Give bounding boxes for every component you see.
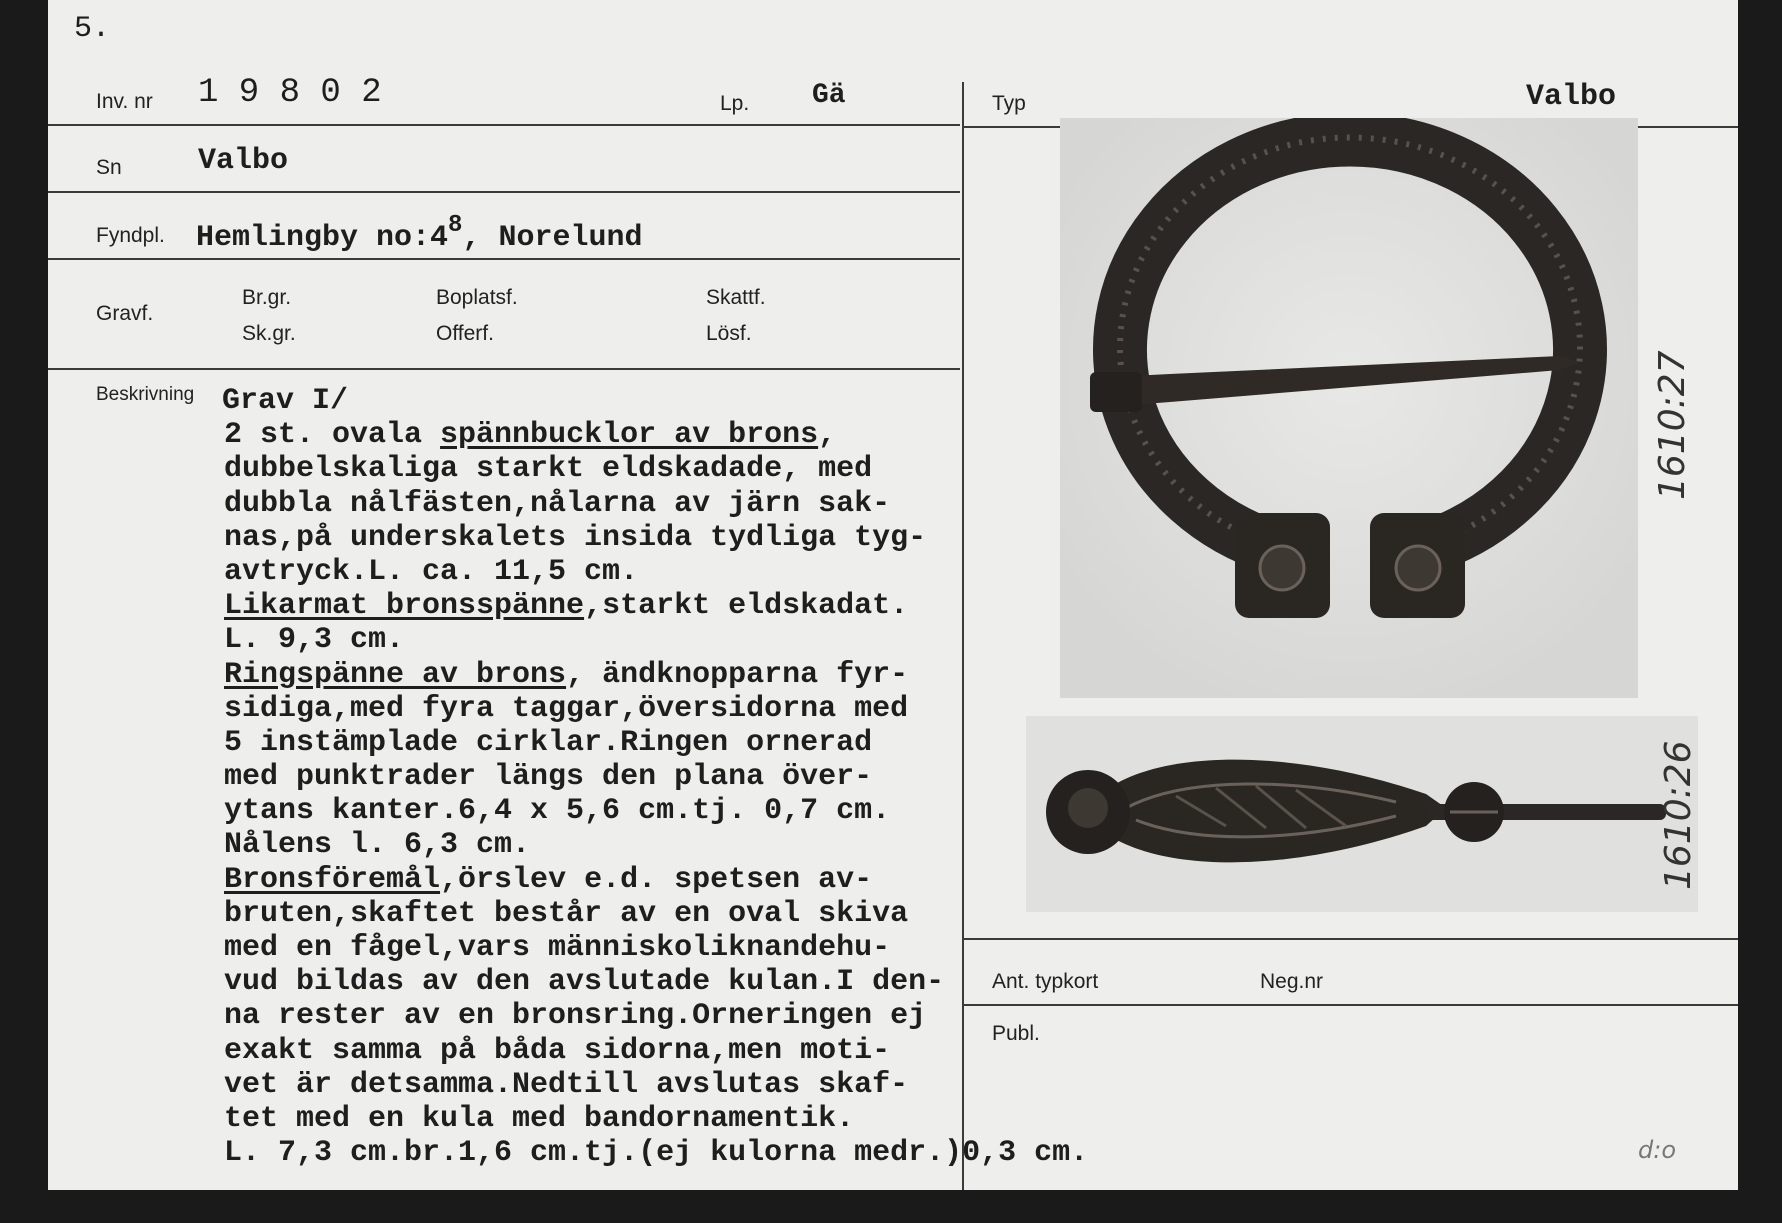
publ-label: Publ.: [992, 1022, 1040, 1045]
ring-brooch-image: [1060, 118, 1638, 698]
desc-line: Likarmat bronsspänne,starkt eldskadat.: [224, 589, 909, 624]
photo2-number: 1610:26: [1658, 740, 1699, 890]
desc-line: med en fågel,vars människoliknandehu-: [224, 931, 891, 965]
neg-nr-label: Neg.nr: [1260, 970, 1324, 993]
catalog-card: [48, 0, 1738, 1190]
fyndpl-label: Fyndpl.: [96, 224, 165, 247]
desc-line: Ringspänne av brons, ändknopparna fyr-: [224, 657, 909, 692]
fyndpl-value: Hemlingby $no:4^8$, Norelund: [196, 212, 643, 255]
brgr-label: Br.gr.: [242, 286, 292, 309]
desc-line: vet är detsamma.Nedtill avslutas skaf-: [224, 1067, 909, 1102]
desc-line: Bronsföremål,örslev e.d. spetsen av-: [224, 862, 873, 897]
typ-value: Valbo: [1526, 80, 1617, 114]
desc-line: L. 7,3 cm.br.1,6 cm.tj.(ej kulorna medr.)0,3 cm.: [224, 1136, 1089, 1171]
desc-line: dubbelskaliga starkt eldskadade, med: [224, 452, 873, 487]
skgr-label: Sk.gr.: [242, 322, 296, 345]
rule: [48, 368, 960, 370]
desc-line: exakt samma på båda sidorna,men moti-: [224, 1033, 891, 1068]
desc-line: vud bildas av den avslutade kulan.I den-: [224, 965, 945, 1000]
desc-line: tet med en kula med bandornamentik.: [224, 1101, 855, 1136]
boplatsf-label: Boplatsf.: [436, 286, 518, 309]
desc-line: sidiga,med fyra taggar,översidorna med: [224, 691, 909, 726]
rule: [48, 258, 960, 260]
desc-line: Grav I/: [222, 384, 349, 418]
photo1-number: 1610:27: [1652, 350, 1693, 500]
desc-line: bruten,skaftet består av en oval skiva: [224, 896, 909, 931]
sn-label: Sn: [96, 156, 122, 179]
desc-line: dubbla nålfästen,nålarna av järn sak-: [224, 486, 891, 521]
lp-label: Lp.: [720, 92, 750, 115]
desc-line: 2 st. ovala spännbucklor av brons,: [224, 418, 837, 453]
offerf-label: Offerf.: [436, 322, 494, 345]
desc-line: avtryck.L. ca. 11,5 cm.: [224, 554, 639, 589]
desc-line: nas,på underskalets insida tydliga tyg-: [224, 520, 927, 555]
desc-line: 5 instämplade cirklar.Ringen ornerad: [224, 725, 873, 760]
inv-label: Inv. nr: [96, 90, 153, 113]
desc-line: na rester av en bronsring.Orneringen ej: [224, 999, 927, 1034]
desc-line: Nålens l. 6,3 cm.: [224, 828, 531, 863]
sn-value: Valbo: [198, 144, 289, 178]
card-number: 5.: [74, 12, 111, 46]
losf-label: Lösf.: [706, 322, 752, 345]
corner-note: d:o: [1638, 1136, 1677, 1164]
beskrivning-label: Beskrivning: [96, 384, 195, 405]
rule: [964, 938, 1738, 940]
inv-value: 1 9 8 0 2: [198, 74, 382, 112]
rule: [964, 1004, 1738, 1006]
rule: [48, 191, 960, 193]
photo-ring-brooch: [1060, 118, 1638, 698]
desc-line: L. 9,3 cm.: [224, 623, 405, 658]
rule: [48, 124, 960, 126]
gravf-label: Gravf.: [96, 302, 154, 325]
desc-line: ytans kanter.6,4 x 5,6 cm.tj. 0,7 cm.: [224, 794, 891, 829]
typ-label: Typ: [992, 92, 1026, 115]
lp-value: Gä: [812, 80, 846, 111]
photo-bronze-object: [1026, 716, 1698, 912]
ant-typkort-label: Ant. typkort: [992, 970, 1099, 993]
bronze-object-image: [1026, 716, 1698, 912]
skattf-label: Skattf.: [706, 286, 766, 309]
desc-line: med punktrader längs den plana över-: [224, 760, 873, 795]
